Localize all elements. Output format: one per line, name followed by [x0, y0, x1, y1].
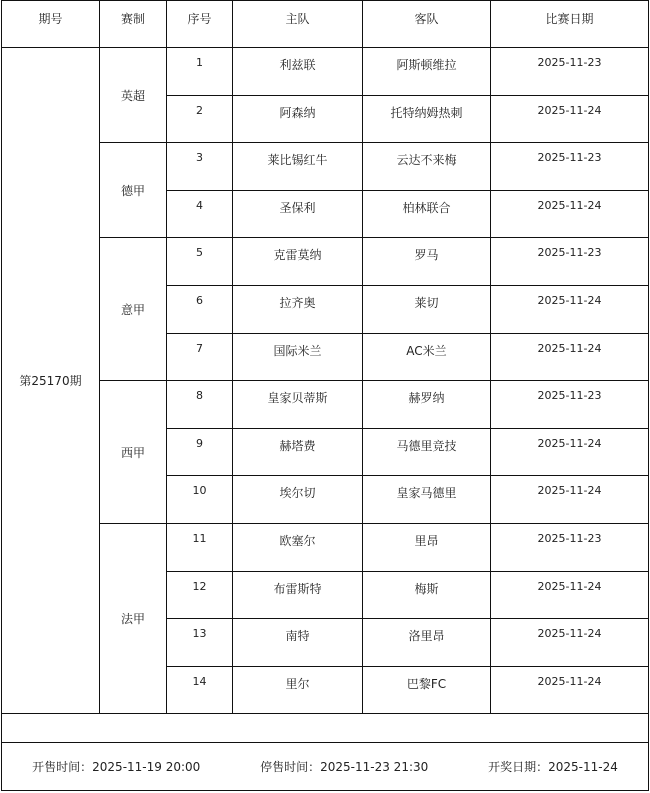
match-number: 5	[167, 238, 233, 286]
table-row	[2, 381, 649, 429]
match-date: 2025-11-23	[491, 48, 649, 96]
league-cell: 英超	[100, 48, 167, 143]
table-row	[2, 143, 649, 191]
away-team: 梅斯	[363, 571, 491, 619]
away-team: 皇家马德里	[363, 476, 491, 524]
blank-row	[2, 714, 649, 743]
header-row	[2, 1, 649, 48]
header-period: 期号	[2, 1, 100, 48]
home-team: 赫塔费	[233, 428, 363, 476]
match-date: 2025-11-23	[491, 381, 649, 429]
match-number: 9	[167, 428, 233, 476]
match-date: 2025-11-23	[491, 238, 649, 286]
header-league: 赛制	[100, 1, 167, 48]
match-date: 2025-11-24	[491, 190, 649, 238]
match-date: 2025-11-24	[491, 333, 649, 381]
match-date: 2025-11-24	[491, 571, 649, 619]
header-away: 客队	[363, 1, 491, 48]
match-number: 14	[167, 666, 233, 714]
match-date: 2025-11-24	[491, 95, 649, 143]
match-number: 7	[167, 333, 233, 381]
draw-date: 开奖日期：2025-11-24	[488, 760, 618, 775]
header-number: 序号	[167, 1, 233, 48]
table-row	[2, 523, 649, 571]
away-team: 云达不来梅	[363, 143, 491, 191]
away-team: 巴黎FC	[363, 666, 491, 714]
away-team: 托特纳姆热刺	[363, 95, 491, 143]
match-number: 10	[167, 476, 233, 524]
home-team: 圣保利	[233, 190, 363, 238]
match-number: 11	[167, 523, 233, 571]
away-team: AC米兰	[363, 333, 491, 381]
match-number: 8	[167, 381, 233, 429]
sale-start-time: 开售时间：2025-11-19 20:00	[32, 760, 201, 775]
league-cell: 意甲	[100, 238, 167, 381]
period-cell: 第25170期	[2, 48, 100, 714]
match-schedule-table	[1, 0, 649, 791]
league-cell: 法甲	[100, 523, 167, 713]
match-number: 12	[167, 571, 233, 619]
match-number: 2	[167, 95, 233, 143]
match-date: 2025-11-24	[491, 476, 649, 524]
home-team: 南特	[233, 619, 363, 667]
away-team: 阿斯顿维拉	[363, 48, 491, 96]
home-team: 皇家贝蒂斯	[233, 381, 363, 429]
table-row	[2, 48, 649, 96]
match-number: 13	[167, 619, 233, 667]
match-date: 2025-11-23	[491, 143, 649, 191]
sale-end-time: 停售时间：2025-11-23 21:30	[260, 760, 429, 775]
match-number: 6	[167, 285, 233, 333]
home-team: 利兹联	[233, 48, 363, 96]
home-team: 莱比锡红牛	[233, 143, 363, 191]
away-team: 罗马	[363, 238, 491, 286]
away-team: 赫罗纳	[363, 381, 491, 429]
away-team: 里昂	[363, 523, 491, 571]
match-date: 2025-11-24	[491, 285, 649, 333]
match-date: 2025-11-23	[491, 523, 649, 571]
home-team: 欧塞尔	[233, 523, 363, 571]
home-team: 国际米兰	[233, 333, 363, 381]
home-team: 里尔	[233, 666, 363, 714]
league-cell: 德甲	[100, 143, 167, 238]
home-team: 阿森纳	[233, 95, 363, 143]
header-home: 主队	[233, 1, 363, 48]
table-row	[2, 238, 649, 286]
away-team: 莱切	[363, 285, 491, 333]
home-team: 布雷斯特	[233, 571, 363, 619]
match-date: 2025-11-24	[491, 428, 649, 476]
away-team: 马德里竞技	[363, 428, 491, 476]
match-number: 3	[167, 143, 233, 191]
away-team: 柏林联合	[363, 190, 491, 238]
home-team: 克雷莫纳	[233, 238, 363, 286]
match-number: 1	[167, 48, 233, 96]
away-team: 洛里昂	[363, 619, 491, 667]
home-team: 拉齐奥	[233, 285, 363, 333]
league-cell: 西甲	[100, 381, 167, 524]
footer-row	[2, 743, 649, 791]
match-date: 2025-11-24	[491, 666, 649, 714]
match-date: 2025-11-24	[491, 619, 649, 667]
home-team: 埃尔切	[233, 476, 363, 524]
match-number: 4	[167, 190, 233, 238]
header-date: 比赛日期	[491, 1, 649, 48]
